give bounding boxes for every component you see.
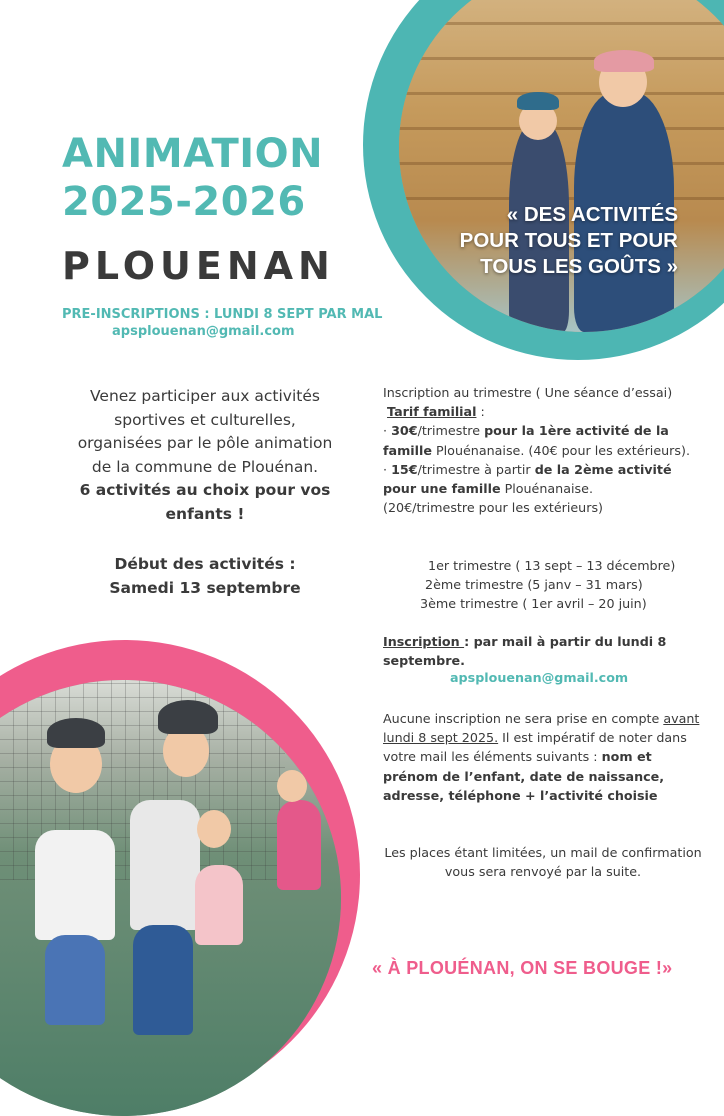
requirements-list: nom et prénom de l’enfant, date de naissance, adresse, téléphone + l’activité choisie [383, 749, 665, 803]
tarif-text: /trimestre à partir [417, 461, 535, 477]
bottom-quote: « À PLOUÉNAN, ON SE BOUGE !» [372, 958, 673, 978]
tarif-text: /trimestre [417, 423, 485, 439]
bullet: · [383, 423, 392, 439]
city-name: PLOUENAN [62, 244, 335, 288]
children-skating-photo [0, 680, 341, 1116]
top-quote-line2: POUR TOUS ET POUR [459, 229, 678, 252]
inscription-label: Inscription [383, 634, 465, 649]
inscription-info [383, 632, 683, 670]
tarif-first-activity [383, 421, 693, 459]
page-title [62, 130, 323, 226]
intro-line-bold: enfants ! [165, 504, 245, 523]
requirements-text: Il est impératif de noter dans votre mail les éléments suivants : [383, 730, 687, 765]
intro-line: sportives et culturelles, [114, 410, 296, 429]
price: 15€ [391, 461, 418, 477]
title-line1: ANIMATION [62, 131, 324, 177]
tarif-text: Plouénanaise. [500, 481, 593, 497]
quarter-1: 1er trimestre ( 13 sept – 13 décembre) [428, 558, 676, 573]
intro-line: organisées par le pôle animation [77, 434, 333, 452]
tarif-exterior: (20€/trimestre pour les extérieurs) [383, 500, 603, 516]
intro-text [40, 385, 370, 526]
preregistration-text: PRE-INSCRIPTIONS : LUNDI 8 SEPT PAR MAL [62, 307, 383, 322]
registration-requirements [383, 709, 703, 805]
requirements-text: Aucune inscription ne sera prise en compte [383, 711, 664, 726]
price: 30€ [391, 423, 418, 439]
tarif-label: Tarif familial [387, 404, 477, 420]
pricing-block [383, 383, 693, 517]
deadline-text: avant lundi 8 sept 2025. [383, 711, 700, 746]
tarif-bold: pour la 1ère activité de la famille [383, 423, 669, 458]
intro-line: Venez participer aux activités [90, 387, 320, 405]
top-quote [430, 202, 678, 280]
contact-email[interactable]: apsplouenan@gmail.com [450, 670, 629, 685]
registration-quarter: Inscription au trimestre ( Une séance d’essai) [383, 385, 673, 400]
children-dancing-photo [399, 0, 724, 332]
start-date-value: Samedi 13 septembre [109, 578, 301, 597]
top-quote-line3: TOUS LES GOÛTS » [480, 255, 678, 278]
title-line2: 2025-2026 [62, 179, 306, 225]
tarif-colon: : [476, 404, 485, 420]
limited-places-note: Les places étant limitées, un mail de confirmation vous sera renvoyé par la suite. [384, 845, 702, 880]
start-date [40, 553, 370, 600]
intro-line: de la commune de Plouénan. [91, 457, 319, 476]
inscription-text: : par mail à partir du lundi 8 septembre. [383, 634, 667, 669]
tarif-text: Plouénanaise. (40€ pour les extérieurs). [431, 442, 690, 458]
tarif-heading [383, 402, 693, 421]
tarif-bold: de la 2ème activité pour une famille [383, 461, 672, 497]
quarter-3: 3ème trimestre ( 1er avril – 20 juin) [420, 596, 647, 611]
top-quote-line1: « DES ACTIVITÉS [506, 203, 678, 226]
preregistration-email[interactable]: apsplouenan@gmail.com [112, 324, 295, 339]
bullet: · [383, 461, 392, 477]
start-date-label: Début des activités : [114, 555, 296, 573]
quarter-2: 2ème trimestre (5 janv – 31 mars) [425, 577, 643, 592]
tarif-second-activity [383, 460, 693, 498]
intro-line-bold: 6 activités au choix pour vos [79, 481, 331, 499]
